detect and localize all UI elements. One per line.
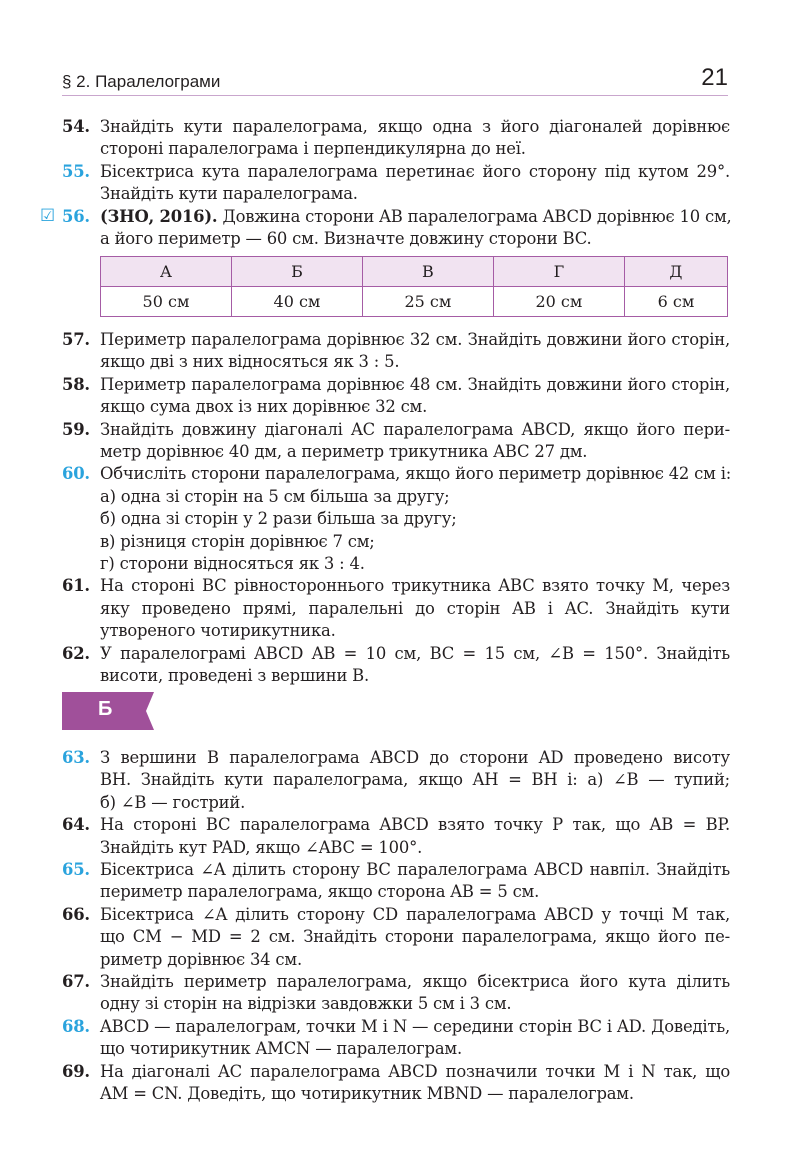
problem-line: На діагоналі AC паралелограма ABCD позначили точки M і N так, що [100, 1061, 730, 1081]
problem-59 [62, 419, 730, 464]
problem-subitem: а) одна зі сторін на 5 см більша за другу; [100, 486, 450, 506]
problem-63 [62, 747, 730, 814]
problem-number: 62. [62, 643, 90, 663]
answer-option: А [101, 257, 232, 287]
problem-line: Периметр паралелограма дорівнює 32 см. Знайдіть довжини його сторін, [100, 330, 730, 349]
checkbox-icon: ☑ [40, 205, 56, 226]
problem-line: Знайдіть периметр паралелограма, якщо бісектриса його кута ділить [100, 972, 730, 992]
problem-line: що чотирикутник AMCN — паралелограм. [100, 1039, 462, 1059]
problem-line: BH. Знайдіть кути паралелограма, якщо AH = BH і: а) ∠B — тупий; [100, 770, 730, 790]
answer-table-value-row [101, 287, 728, 317]
answer-value: 20 см [493, 287, 624, 317]
answer-option: Г [493, 257, 624, 287]
problem-number: 69. [62, 1061, 90, 1081]
answer-table-header-row [101, 257, 728, 287]
answer-value: 25 см [362, 287, 493, 317]
problem-number: 60. [62, 464, 90, 484]
problem-56 [40, 205, 732, 251]
problem-58 [62, 374, 730, 419]
answer-table [100, 256, 728, 317]
problem-line: метр дорівнює 40 дм, а периметр трикутника ABC 27 дм. [100, 442, 588, 462]
problem-67 [62, 971, 730, 1016]
header-rule [62, 95, 728, 96]
problem-line: На стороні BC рівностороннього трикутника ABC взято точку M, через [100, 576, 730, 596]
problem-57 [62, 329, 730, 374]
problem-line: Знайдіть довжину діагоналі AC паралелограма ABCD, якщо його пери- [100, 419, 730, 439]
problem-number: 55. [62, 161, 90, 181]
problem-number: 59. [62, 419, 90, 439]
problem-line: Знайдіть кути паралелограма, якщо одна з його діагоналей дорівнює [100, 117, 730, 136]
problem-line: б) ∠B — гострий. [100, 792, 246, 812]
level-banner [62, 692, 154, 730]
problem-66 [62, 904, 730, 971]
problem-line: а його периметр — 60 см. Визначте довжину сторони BC. [100, 229, 592, 249]
problem-line: риметр дорівнює 34 см. [100, 949, 302, 969]
problem-line: якщо дві з них відносяться як 3 : 5. [100, 352, 400, 372]
problem-number: 54. [62, 117, 90, 136]
problem-subitem: б) одна зі сторін у 2 рази більша за другу; [100, 509, 457, 529]
problem-source: (ЗНО, 2016). [100, 206, 218, 226]
problem-line: Обчисліть сторони паралелограма, якщо його периметр дорівнює 42 см і: [100, 464, 732, 484]
problem-line: На стороні BC паралелограма ABCD взято точку P так, що AB = BP. [100, 815, 730, 835]
problem-line: висоти, проведені з вершини B. [100, 666, 370, 686]
problem-69 [62, 1061, 730, 1106]
problem-line: Периметр паралелограма дорівнює 48 см. Знайдіть довжини його сторін, [100, 374, 730, 394]
answer-option: В [362, 257, 493, 287]
problem-line: що CM − MD = 2 см. Знайдіть сторони паралелограма, якщо його пе- [100, 927, 730, 947]
level-label: Б [98, 698, 113, 720]
problem-line: утвореного чотирикутника. [100, 621, 336, 641]
problem-62 [62, 643, 730, 688]
problem-number: 68. [62, 1016, 90, 1036]
problem-60 [62, 463, 730, 575]
problem-text: Довжина сторони AB паралелограма ABCD дорівнює 10 см, [222, 206, 732, 226]
problem-54 [62, 116, 730, 161]
problem-number: 61. [62, 576, 90, 596]
problem-group-b [62, 329, 730, 688]
answer-value: 40 см [231, 287, 362, 317]
problem-line [100, 206, 730, 228]
problem-number: 63. [62, 748, 90, 767]
problem-line: Знайдіть кути паралелограма. [100, 184, 358, 204]
problem-group-c [62, 747, 730, 1106]
problem-line: З вершини B паралелограма ABCD до сторони AD проведено висоту [100, 748, 730, 767]
answer-value: 6 см [624, 287, 727, 317]
problem-number: 57. [62, 330, 90, 349]
problem-55 [62, 161, 730, 206]
problem-line: ABCD — паралелограм, точки M і N — середини сторін BC і AD. Доведіть, [100, 1016, 730, 1036]
problem-61 [62, 575, 730, 642]
problem-line: Знайдіть кут PAD, якщо ∠ABC = 100°. [100, 837, 423, 857]
problem-line: одну зі сторін на відрізки завдовжки 5 см і 3 см. [100, 994, 512, 1014]
problem-line: Бісектриса кута паралелограма перетинає його сторону під кутом 29°. [100, 161, 730, 181]
problem-65 [62, 859, 730, 904]
problem-line: якщо сума двох із них дорівнює 32 см. [100, 397, 428, 417]
problem-number: 56. [62, 206, 90, 226]
problem-line: У паралелограмі ABCD AB = 10 см, BC = 15 см, ∠B = 150°. Знайдіть [100, 643, 730, 663]
problem-line: Бісектриса ∠A ділить сторону CD паралелограма ABCD у точці M так, [100, 904, 730, 924]
problem-group-a [40, 116, 732, 250]
problem-number: 64. [62, 815, 90, 835]
page-number: 21 [701, 64, 728, 91]
answer-option: Д [624, 257, 727, 287]
problem-line: стороні паралелограма і перпендикулярна до неї. [100, 139, 526, 159]
answer-option: Б [231, 257, 362, 287]
problem-line: Бісектриса ∠A ділить сторону BC паралелограма ABCD навпіл. Знайдіть [100, 860, 730, 880]
problem-number: 58. [62, 374, 90, 394]
problem-number: 66. [62, 904, 90, 924]
problem-line: периметр паралелограма, якщо сторона AB = 5 см. [100, 882, 540, 902]
problem-subitem: г) сторони відносяться як 3 : 4. [100, 554, 365, 574]
problem-line: AM = CN. Доведіть, що чотирикутник MBND — паралелограм. [100, 1084, 634, 1104]
answer-value: 50 см [101, 287, 232, 317]
problem-number: 65. [62, 860, 90, 880]
problem-68 [62, 1016, 730, 1061]
problem-64 [62, 814, 730, 859]
section-title: § 2. Паралелограми [62, 72, 221, 91]
problem-line: яку проведено прямі, паралельні до сторін AB і AC. Знайдіть кути [100, 598, 730, 618]
problem-number: 67. [62, 972, 90, 992]
problem-subitem: в) різниця сторін дорівнює 7 см; [100, 531, 375, 551]
page-header [62, 64, 728, 98]
